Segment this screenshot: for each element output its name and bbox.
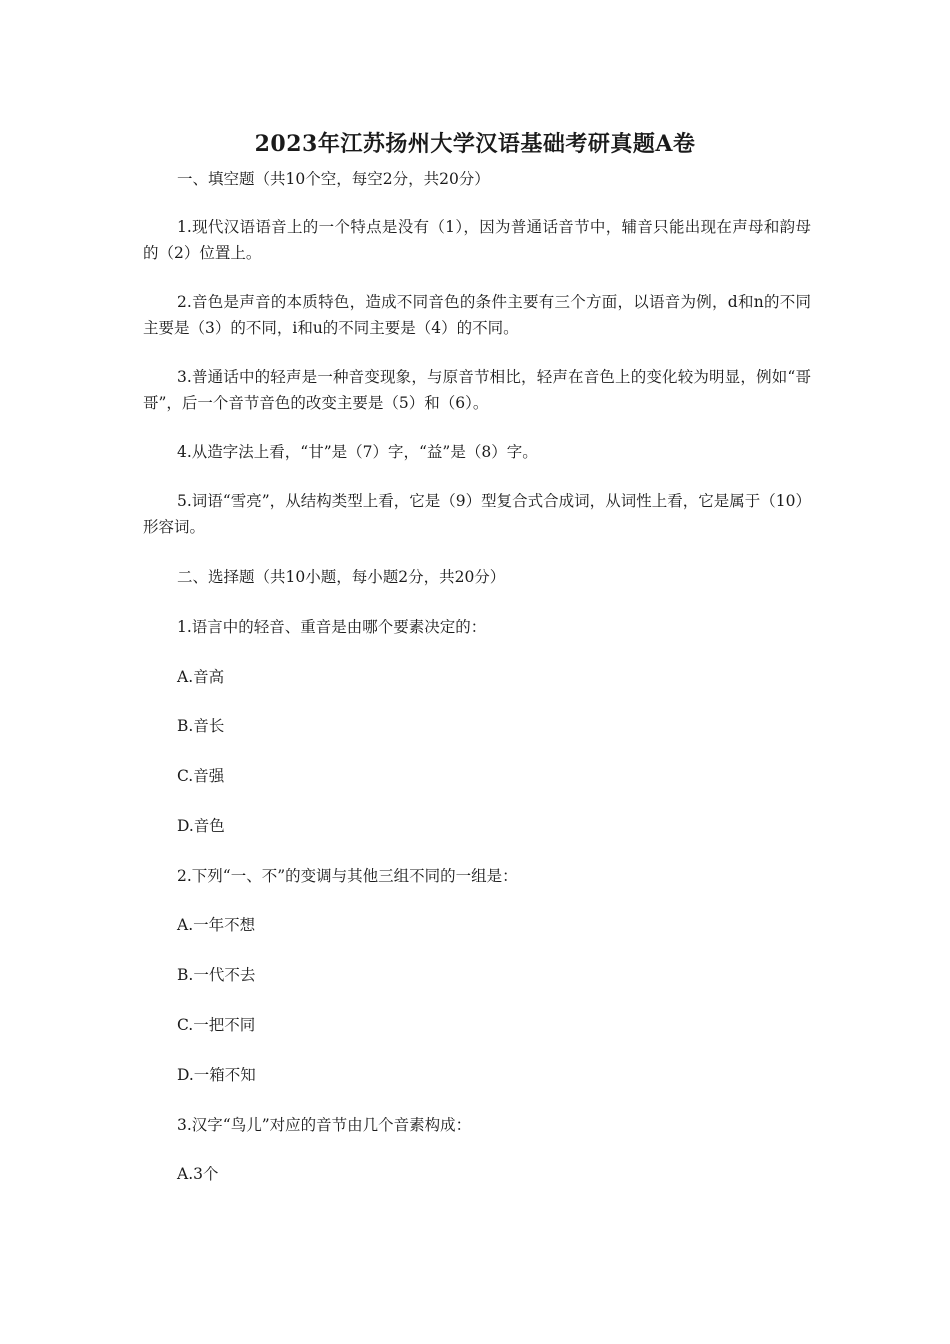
fill-question-3: 3.普通话中的轻声是一种音变现象，与原音节相比，轻声在音色上的变化较为明显，例如“哥哥”，后一个音节音色的改变主要是（5）和（6）。 xyxy=(143,368,811,412)
document-title: 2023年江苏扬州大学汉语基础考研真题A卷 xyxy=(254,131,696,157)
choice-question-1-option-a: A.音高 xyxy=(177,668,225,686)
choice-question-2-option-a: A.一年不想 xyxy=(177,916,256,934)
choice-question-1-option-c: C.音强 xyxy=(177,767,225,785)
choice-question-1-option-d: D.音色 xyxy=(177,817,225,835)
choice-question-1-option-b: B.音长 xyxy=(177,717,225,735)
section1-heading: 一、填空题（共10个空，每空2分，共20分） xyxy=(177,170,490,188)
choice-question-2-stem: 2.下列“一、不”的变调与其他三组不同的一组是： xyxy=(177,867,518,885)
choice-question-3-option-a: A.3个 xyxy=(177,1165,219,1183)
fill-question-5: 5.词语“雪亮”，从结构类型上看，它是（9）型复合式合成词，从词性上看，它是属于（10）形容词。 xyxy=(143,492,811,536)
fill-question-2: 2.音色是声音的本质特色，造成不同音色的条件主要有三个方面，以语音为例，d和n的不同主要是（3）的不同，i和u的不同主要是（4）的不同。 xyxy=(143,293,811,337)
choice-question-2-option-d: D.一箱不知 xyxy=(177,1066,256,1084)
section2-heading: 二、选择题（共10小题，每小题2分，共20分） xyxy=(177,568,506,586)
fill-question-1: 1.现代汉语语音上的一个特点是没有（1），因为普通话音节中，辅音只能出现在声母和韵母的（2）位置上。 xyxy=(143,218,811,262)
choice-question-3-stem: 3.汉字“鸟儿”对应的音节由几个音素构成： xyxy=(177,1116,472,1134)
choice-question-1-stem: 1.语言中的轻音、重音是由哪个要素决定的： xyxy=(177,618,487,636)
fill-question-4: 4.从造字法上看，“甘”是（7）字，“益”是（8）字。 xyxy=(177,443,538,461)
choice-question-2-option-c: C.一把不同 xyxy=(177,1016,256,1034)
choice-question-2-option-b: B.一代不去 xyxy=(177,966,256,984)
